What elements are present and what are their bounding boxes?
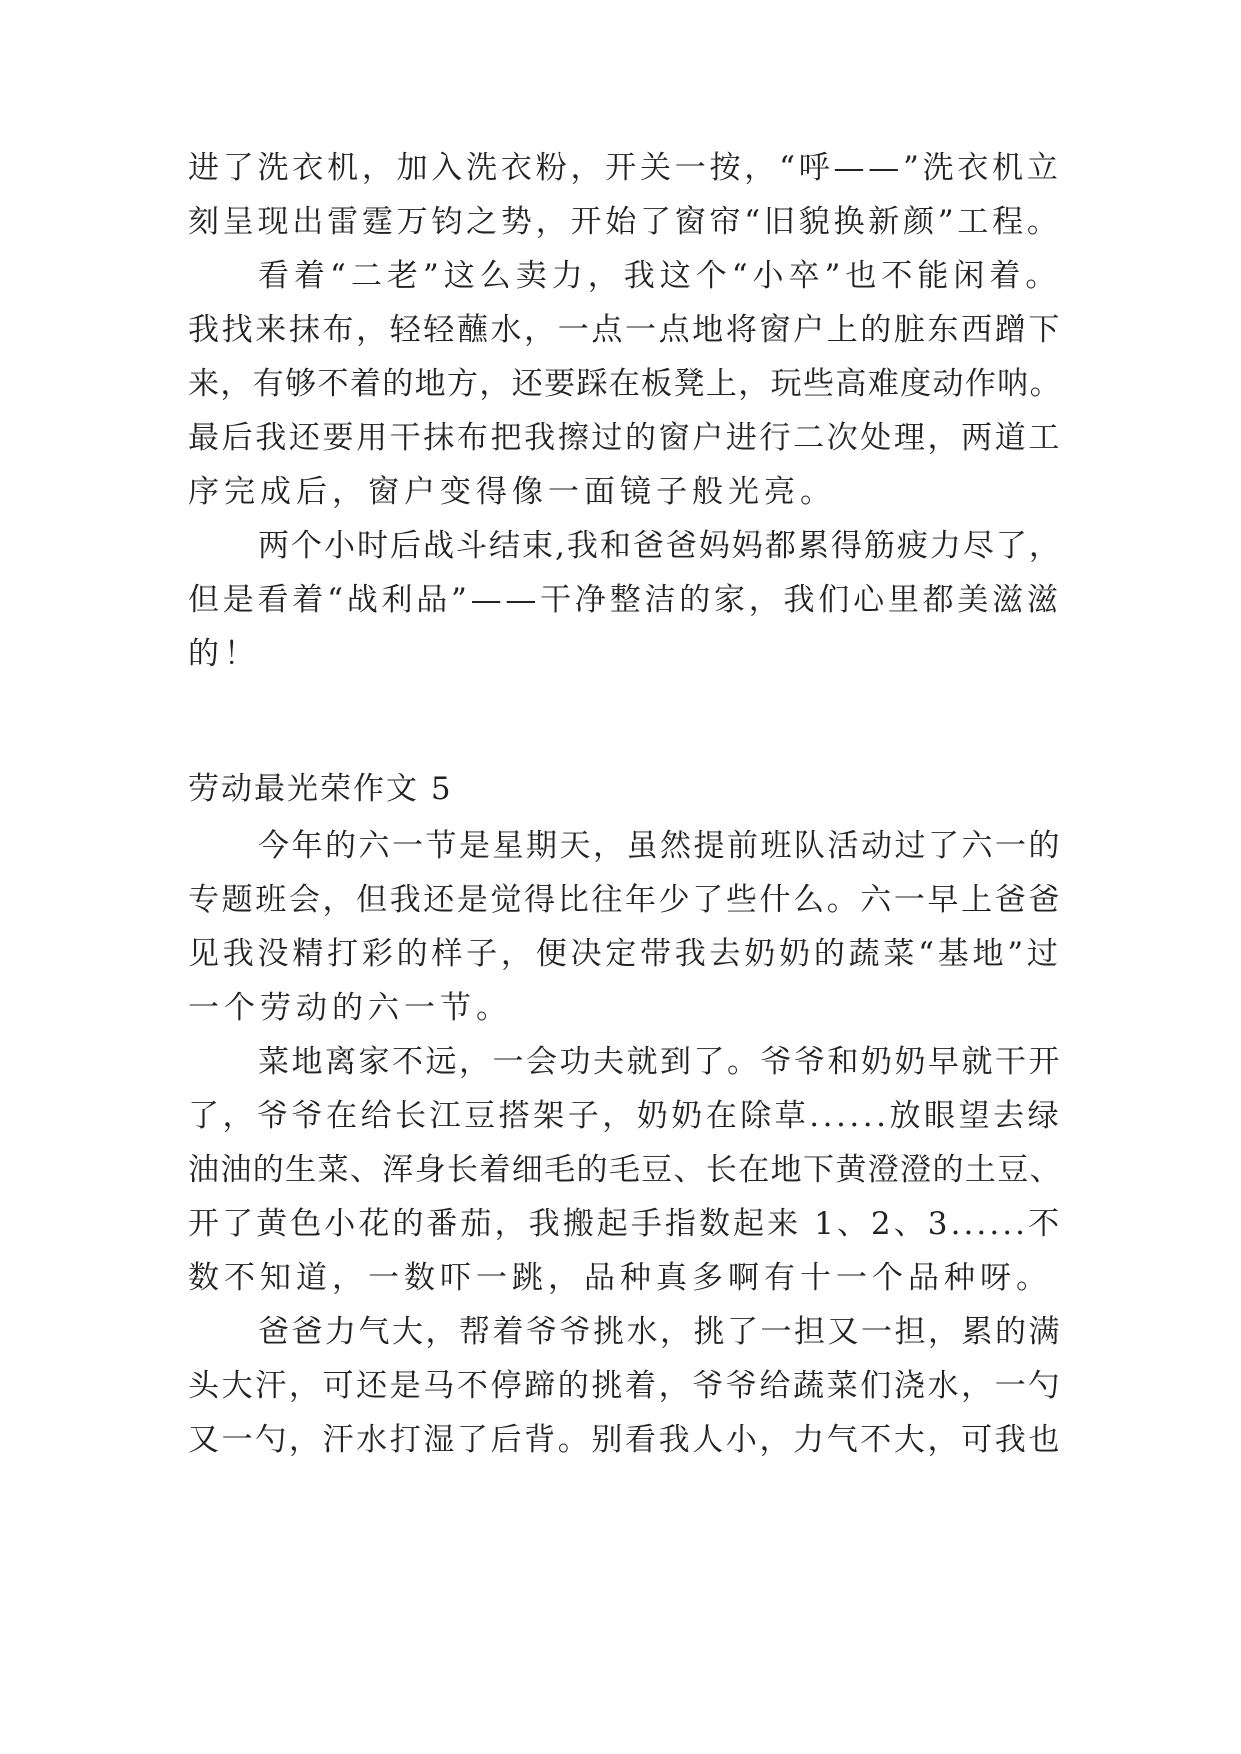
text-line: 开了黄色小花的番茄，我搬起手指数起来 1、2、3......不 xyxy=(188,1206,1063,1242)
text-line: 今年的六一节是星期天，虽然提前班队活动过了六一的 xyxy=(258,828,1062,864)
text-line: 了，爷爷在给长江豆搭架子，奶奶在除草......放眼望去绿 xyxy=(188,1098,1063,1134)
text-line: 两个小时后战斗结束,我和爸爸妈妈都累得筋疲力尽了， xyxy=(258,528,1062,564)
section-heading: 劳动最光荣作文 5 xyxy=(188,771,453,807)
text-line: 专题班会，但我还是觉得比往年少了些什么。六一早上爸爸 xyxy=(188,882,1062,918)
text-line: 序完成后，窗户变得像一面镜子般光亮。 xyxy=(188,474,836,510)
text-line: 一个劳动的六一节。 xyxy=(188,990,512,1026)
text-line: 来，有够不着的地方，还要踩在板凳上，玩些高难度动作呐。 xyxy=(188,366,1062,402)
text-line: 最后我还要用干抹布把我擦过的窗户进行二次处理，两道工 xyxy=(188,420,1062,456)
text-line: 看着“二老”这么卖力，我这个“小卒”也不能闲着。 xyxy=(258,258,1062,294)
text-line: 爸爸力气大，帮着爷爷挑水，挑了一担又一担，累的满 xyxy=(258,1314,1062,1350)
text-line: 数不知道，一数吓一跳，品种真多啊有十一个品种呀。 xyxy=(188,1260,1052,1296)
text-line: 油油的生菜、浑身长着细毛的毛豆、长在地下黄澄澄的土豆、 xyxy=(188,1152,1062,1188)
text-line: 刻呈现出雷霆万钧之势，开始了窗帘“旧貌换新颜”工程。 xyxy=(188,204,1062,240)
text-line: 见我没精打彩的样子，便决定带我去奶奶的蔬菜“基地”过 xyxy=(188,936,1062,972)
text-line: 头大汗，可还是马不停蹄的挑着，爷爷给蔬菜们浇水，一勺 xyxy=(188,1368,1062,1404)
text-line: 进了洗衣机，加入洗衣粉，开关一按，“呼——”洗衣机立 xyxy=(188,150,1062,186)
text-line: 菜地离家不远，一会功夫就到了。爷爷和奶奶早就干开 xyxy=(258,1044,1062,1080)
text-line: 的！ xyxy=(188,636,260,672)
text-line: 又一勺，汗水打湿了后背。别看我人小，力气不大，可我也 xyxy=(188,1422,1062,1458)
text-line: 但是看着“战利品”——干净整洁的家，我们心里都美滋滋 xyxy=(188,582,1062,618)
text-line: 我找来抹布，轻轻蘸水，一点一点地将窗户上的脏东西蹭下 xyxy=(188,312,1062,348)
